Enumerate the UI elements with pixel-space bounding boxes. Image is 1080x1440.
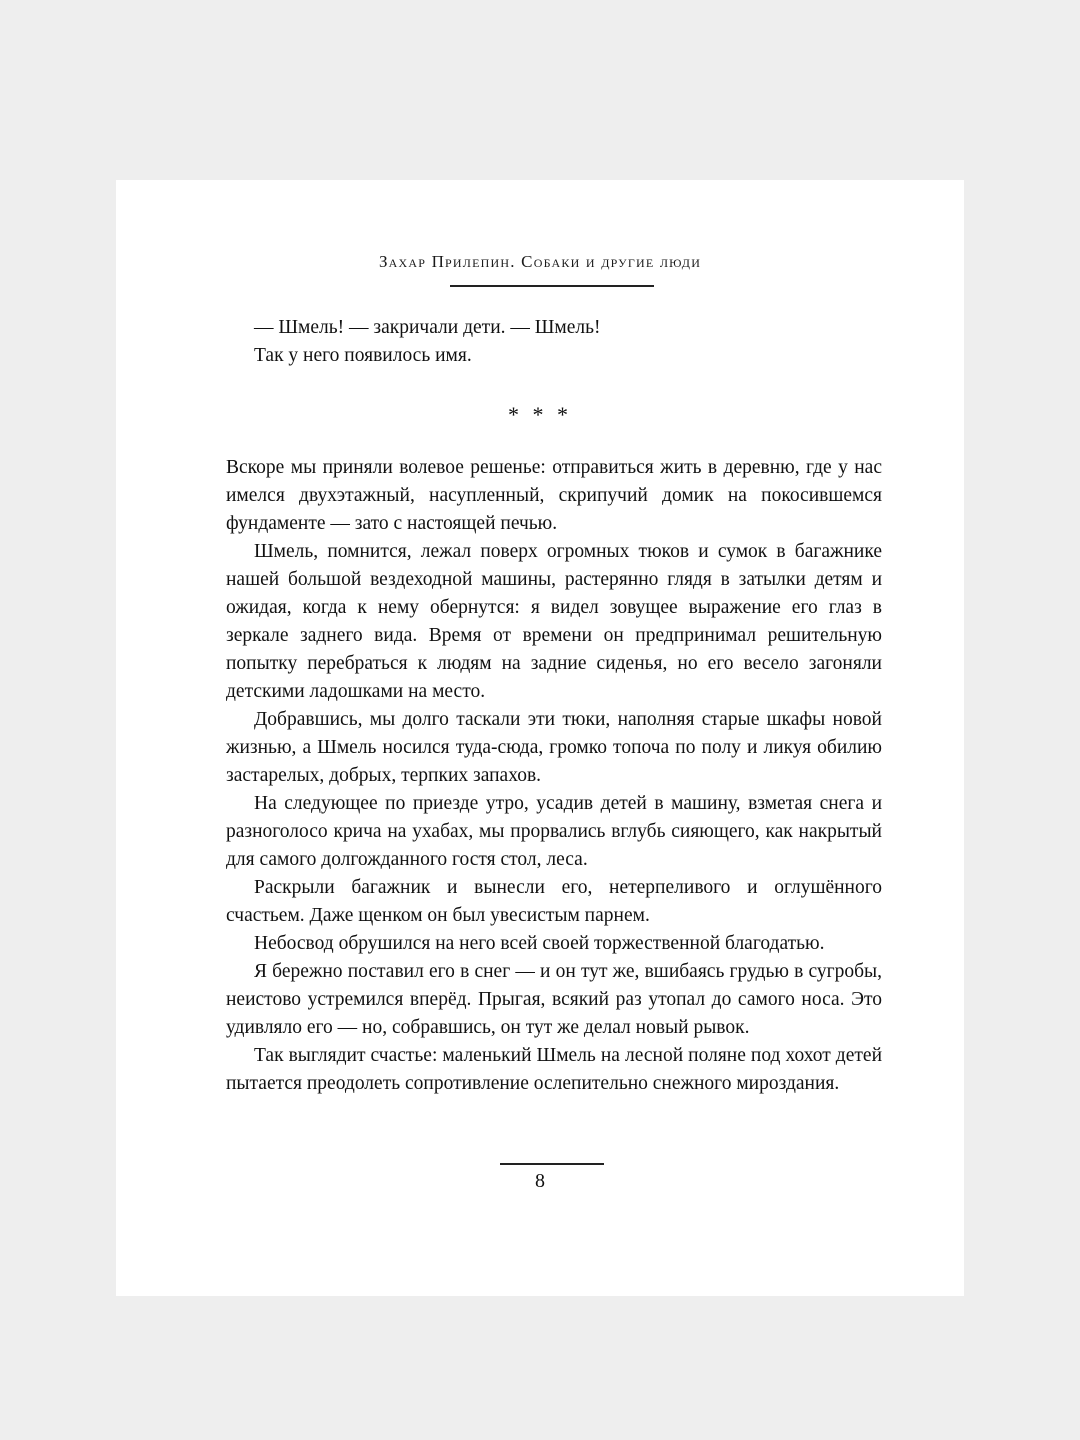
paragraph: Я бережно поставил его в снег — и он тут же, вшибаясь грудью в сугробы, неистово устремился вперёд. Прыгая, всякий раз утопал до самого носа. Это удивляло его — но, собравшись, он тут же делал новый рывок. [226, 961, 882, 1038]
paragraph: Шмель, помнится, лежал поверх огромных тюков и сумок в багажнике нашей большой вездеходной машины, растерянно глядя в затылки детям и ожидая, когда к нему обернутся: я видел зовущее выражение его глаз в зеркале заднего вида. Время от времени он предпринимал решительную попытку перебраться к людям на задние сиденья, но его весело загоняли детскими ладошками на место. [226, 541, 882, 702]
page-number: 8 [535, 1170, 545, 1192]
paragraph: Раскрыли багажник и вынесли его, нетерпеливого и оглушённого счастьем. Даже щенком он был увесистым парнем. [226, 877, 882, 926]
dialogue-line: Так у него появилось имя. [254, 345, 472, 366]
footer-rule [500, 1163, 604, 1165]
paragraph: Так выглядит счастье: маленький Шмель на лесной поляне под хохот детей пытается преодолеть сопротивление ослепительно снежного мироздания. [226, 1045, 882, 1094]
paragraph: На следующее по приезде утро, усадив детей в машину, взметая снега и разноголосо крича на ухабах, мы прорвались вглубь сияющего, как накрытый для самого долгожданного гостя стол, леса. [226, 793, 882, 870]
running-title: Захар Прилепин. Собаки и другие люди [378, 252, 702, 271]
section-separator: * * * [508, 402, 572, 427]
paragraph: Небосвод обрушился на него всей своей торжественной благодатью. [254, 933, 825, 954]
dialogue-block [226, 314, 882, 370]
book-page [116, 180, 964, 1296]
header-rule [450, 285, 654, 287]
paragraph: Вскоре мы приняли волевое решенье: отправиться жить в деревню, где у нас имелся двухэтажный, насупленный, скрипучий домик на покосившемся фундаменте — зато с настоящей печью. [226, 457, 882, 534]
dialogue-line: — Шмель! — закричали дети. — Шмель! [254, 317, 601, 338]
body-text [226, 454, 882, 1098]
paragraph: Добравшись, мы долго таскали эти тюки, наполняя старые шкафы новой жизнью, а Шмель носился туда-сюда, громко топоча по полу и ликуя обилию застарелых, добрых, терпких запахов. [226, 709, 882, 786]
